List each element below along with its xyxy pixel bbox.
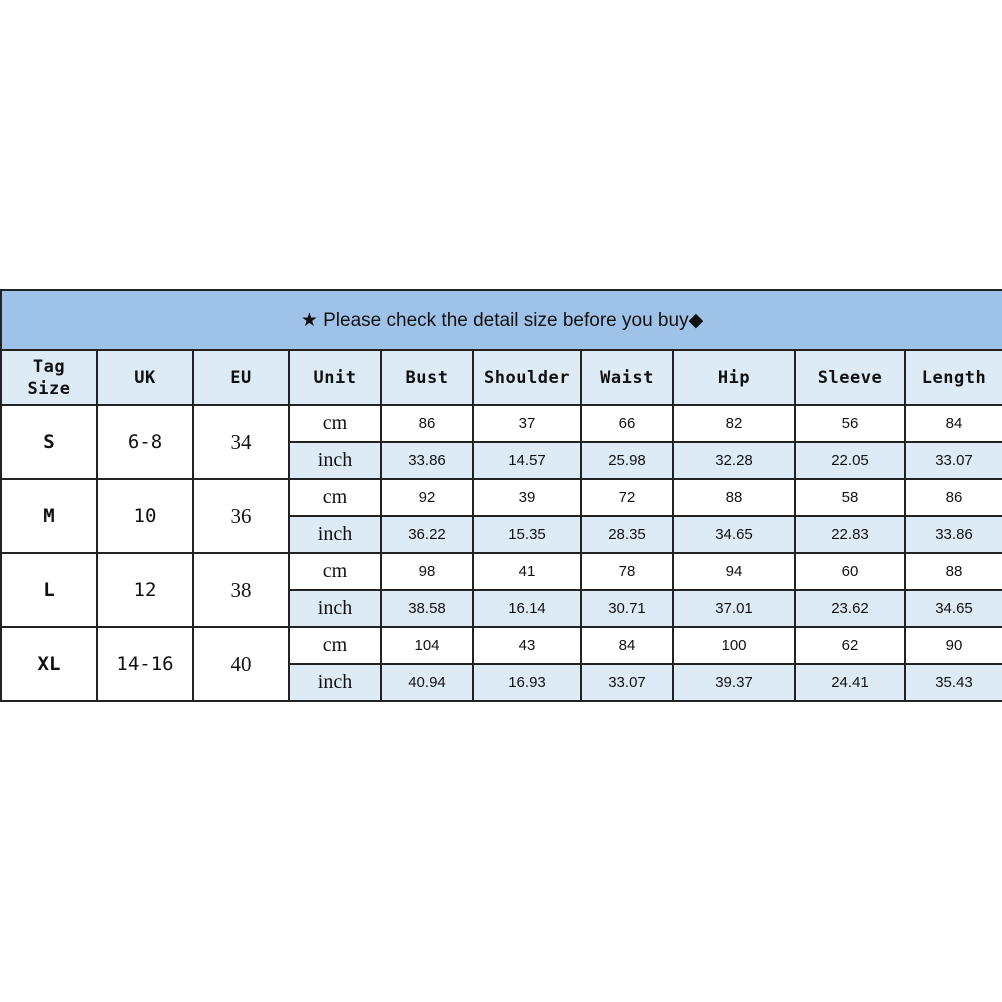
header-unit: Unit <box>289 350 381 405</box>
size-notice-banner: ★ Please check the detail size before you buy◆ <box>1 290 1002 350</box>
eu-size-cell: 34 <box>193 405 289 479</box>
hip-cm-cell: 88 <box>673 479 795 516</box>
shoulder-cm-cell: 43 <box>473 627 581 664</box>
header-length: Length <box>905 350 1002 405</box>
header-uk: UK <box>97 350 193 405</box>
hip-cm-cell: 82 <box>673 405 795 442</box>
tag-size-cell: S <box>1 405 97 479</box>
length-cm-cell: 84 <box>905 405 1002 442</box>
eu-size-cell: 40 <box>193 627 289 701</box>
header-eu: EU <box>193 350 289 405</box>
hip-inch-cell: 37.01 <box>673 590 795 627</box>
uk-size-cell: 10 <box>97 479 193 553</box>
bust-inch-cell: 38.58 <box>381 590 473 627</box>
length-inch-cell: 34.65 <box>905 590 1002 627</box>
header-tag-line1: Tag <box>32 356 66 377</box>
length-inch-cell: 33.07 <box>905 442 1002 479</box>
uk-size-cell: 12 <box>97 553 193 627</box>
waist-cm-cell: 72 <box>581 479 673 516</box>
eu-size-cell: 38 <box>193 553 289 627</box>
length-cm-cell: 88 <box>905 553 1002 590</box>
unit-cell-cm: cm <box>289 405 381 442</box>
sleeve-cm-cell: 60 <box>795 553 905 590</box>
tag-size-cell: XL <box>1 627 97 701</box>
header-shoulder: Shoulder <box>473 350 581 405</box>
header-row <box>1 350 1002 405</box>
bust-cm-cell: 86 <box>381 405 473 442</box>
size-row-cm <box>1 479 1002 516</box>
length-cm-cell: 90 <box>905 627 1002 664</box>
waist-inch-cell: 28.35 <box>581 516 673 553</box>
header-tag-line2: Size <box>27 378 71 399</box>
eu-size-cell: 36 <box>193 479 289 553</box>
hip-inch-cell: 34.65 <box>673 516 795 553</box>
hip-cm-cell: 94 <box>673 553 795 590</box>
sleeve-inch-cell: 22.05 <box>795 442 905 479</box>
header-hip: Hip <box>673 350 795 405</box>
unit-cell-inch: inch <box>289 590 381 627</box>
tag-size-cell: M <box>1 479 97 553</box>
banner-row <box>1 290 1002 350</box>
unit-cell-cm: cm <box>289 627 381 664</box>
waist-inch-cell: 30.71 <box>581 590 673 627</box>
sleeve-cm-cell: 62 <box>795 627 905 664</box>
sleeve-cm-cell: 56 <box>795 405 905 442</box>
waist-cm-cell: 66 <box>581 405 673 442</box>
bust-inch-cell: 36.22 <box>381 516 473 553</box>
shoulder-cm-cell: 37 <box>473 405 581 442</box>
header-waist: Waist <box>581 350 673 405</box>
length-inch-cell: 35.43 <box>905 664 1002 701</box>
hip-inch-cell: 32.28 <box>673 442 795 479</box>
waist-cm-cell: 84 <box>581 627 673 664</box>
unit-cell-inch: inch <box>289 516 381 553</box>
shoulder-inch-cell: 15.35 <box>473 516 581 553</box>
length-inch-cell: 33.86 <box>905 516 1002 553</box>
unit-cell-inch: inch <box>289 442 381 479</box>
size-row-cm <box>1 627 1002 664</box>
waist-inch-cell: 33.07 <box>581 664 673 701</box>
sleeve-inch-cell: 22.83 <box>795 516 905 553</box>
header-tag-size <box>1 350 97 405</box>
shoulder-inch-cell: 16.93 <box>473 664 581 701</box>
size-chart-table <box>0 289 1002 702</box>
tag-size-cell: L <box>1 553 97 627</box>
shoulder-inch-cell: 14.57 <box>473 442 581 479</box>
shoulder-inch-cell: 16.14 <box>473 590 581 627</box>
hip-inch-cell: 39.37 <box>673 664 795 701</box>
size-row-cm <box>1 553 1002 590</box>
header-bust: Bust <box>381 350 473 405</box>
bust-cm-cell: 104 <box>381 627 473 664</box>
waist-cm-cell: 78 <box>581 553 673 590</box>
bust-cm-cell: 98 <box>381 553 473 590</box>
uk-size-cell: 14-16 <box>97 627 193 701</box>
shoulder-cm-cell: 41 <box>473 553 581 590</box>
size-row-cm <box>1 405 1002 442</box>
bust-cm-cell: 92 <box>381 479 473 516</box>
sleeve-inch-cell: 24.41 <box>795 664 905 701</box>
unit-cell-inch: inch <box>289 664 381 701</box>
uk-size-cell: 6-8 <box>97 405 193 479</box>
sleeve-cm-cell: 58 <box>795 479 905 516</box>
bust-inch-cell: 33.86 <box>381 442 473 479</box>
shoulder-cm-cell: 39 <box>473 479 581 516</box>
hip-cm-cell: 100 <box>673 627 795 664</box>
unit-cell-cm: cm <box>289 553 381 590</box>
unit-cell-cm: cm <box>289 479 381 516</box>
sleeve-inch-cell: 23.62 <box>795 590 905 627</box>
bust-inch-cell: 40.94 <box>381 664 473 701</box>
header-sleeve: Sleeve <box>795 350 905 405</box>
waist-inch-cell: 25.98 <box>581 442 673 479</box>
length-cm-cell: 86 <box>905 479 1002 516</box>
